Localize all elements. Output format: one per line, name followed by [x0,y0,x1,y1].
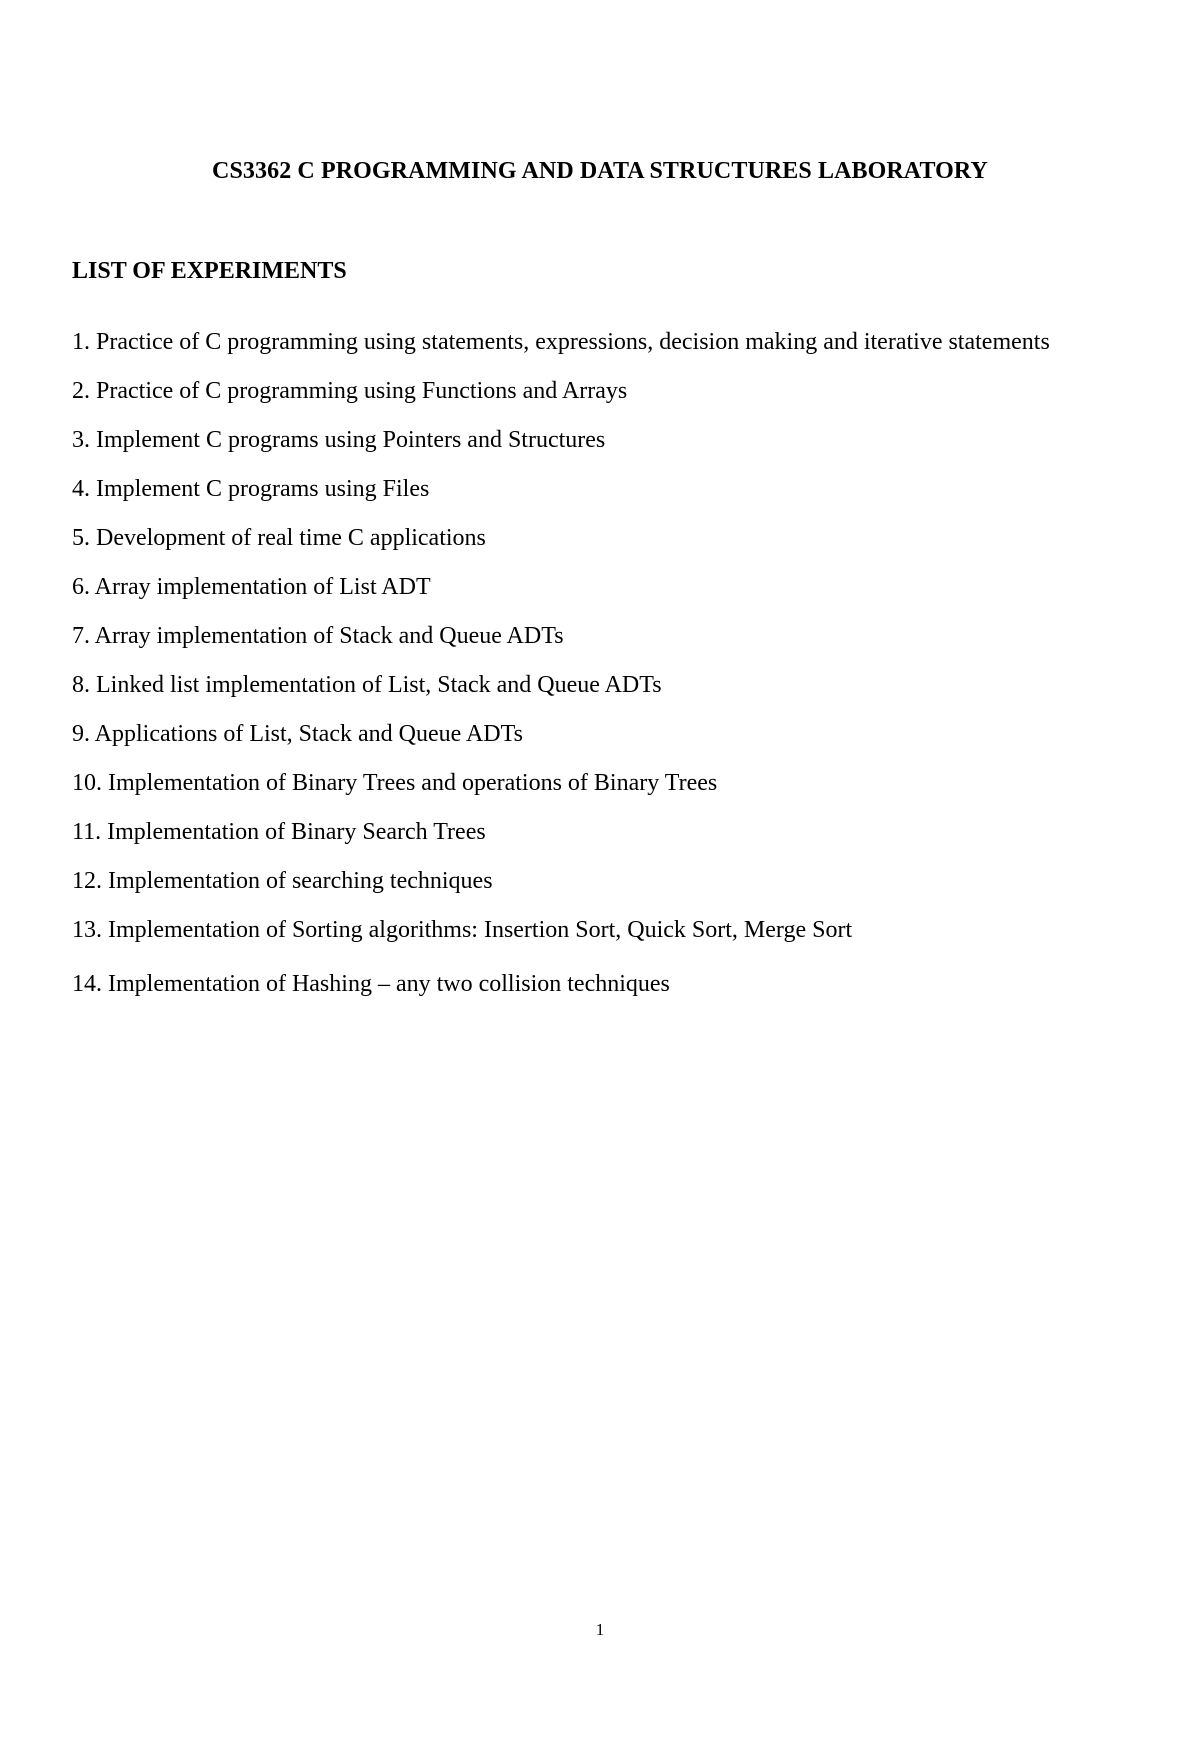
experiment-item-11: 11. Implementation of Binary Search Trees [72,819,486,845]
experiment-item-4: 4. Implement C programs using Files [72,476,430,502]
experiment-item-6: 6. Array implementation of List ADT [72,574,431,600]
experiment-item-9: 9. Applications of List, Stack and Queue ADTs [72,721,523,747]
experiment-item-10: 10. Implementation of Binary Trees and operations of Binary Trees [72,770,718,796]
experiment-item-3: 3. Implement C programs using Pointers and Structures [72,427,606,453]
section-heading: LIST OF EXPERIMENTS [72,258,347,284]
experiment-item-7: 7. Array implementation of Stack and Queue ADTs [72,623,564,649]
experiment-item-12: 12. Implementation of searching techniques [72,868,493,894]
experiment-item-8: 8. Linked list implementation of List, Stack and Queue ADTs [72,672,662,698]
experiment-item-1: 1. Practice of C programming using statements, expressions, decision making and iterative statements [72,329,1050,355]
experiment-item-14: 14. Implementation of Hashing – any two collision techniques [72,971,670,997]
experiment-item-2: 2. Practice of C programming using Functions and Arrays [72,378,628,404]
experiment-list [72,318,1122,1009]
experiment-item-5: 5. Development of real time C applications [72,525,486,551]
experiment-item-13: 13. Implementation of Sorting algorithms: Insertion Sort, Quick Sort, Merge Sort [72,917,853,943]
page-number: 1 [595,1620,605,1639]
document-title: CS3362 C PROGRAMMING AND DATA STRUCTURES LABORATORY [212,158,988,184]
